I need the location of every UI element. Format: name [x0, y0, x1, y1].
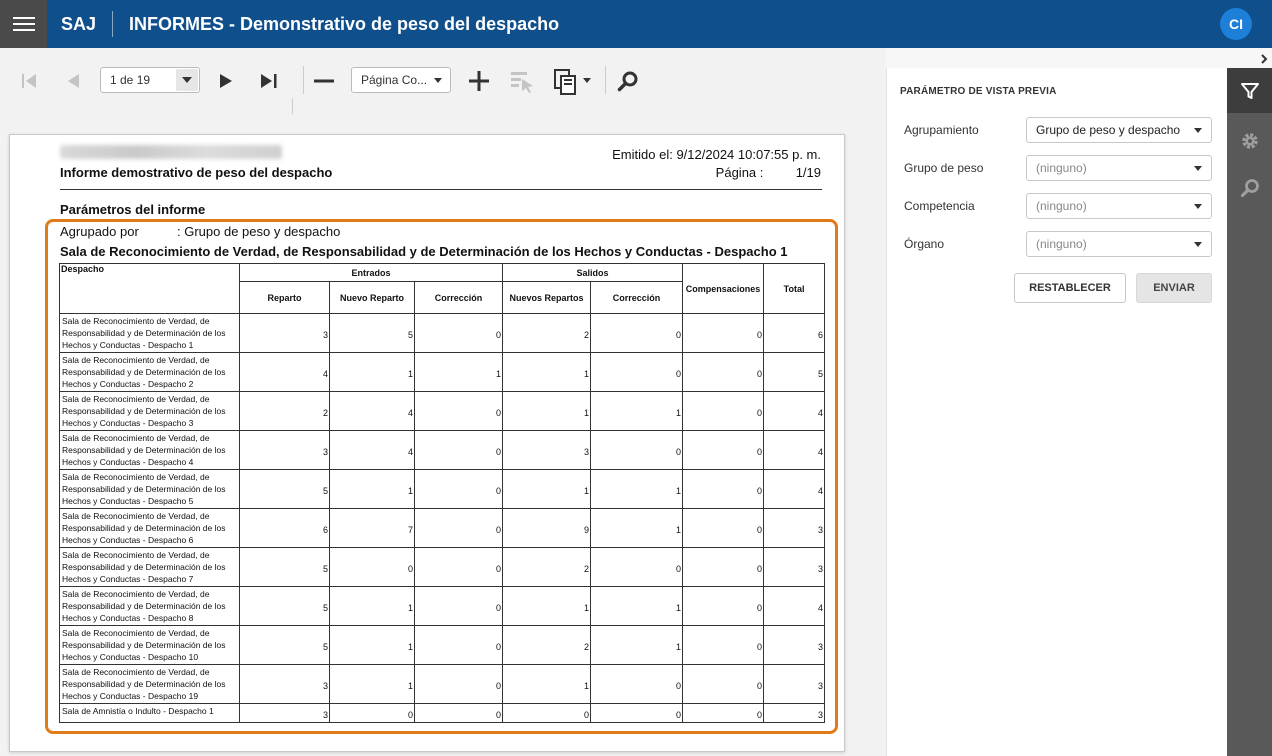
cell-nuevos-repartos: 1: [503, 470, 591, 509]
table-row: [60, 509, 825, 548]
cell-despacho: Sala de Reconocimiento de Verdad, de Responsabilidad y de Determinación de los Hechos y Conductas - Despacho 10: [60, 626, 240, 665]
cell-total: 6: [764, 314, 825, 353]
cell-total: 3: [764, 548, 825, 587]
cell-compensaciones: 0: [683, 314, 764, 353]
cell-compensaciones: 0: [683, 470, 764, 509]
cell-despacho: Sala de Reconocimiento de Verdad, de Responsabilidad y de Determinación de los Hechos y Conductas - Despacho 6: [60, 509, 240, 548]
cell-nuevo-reparto: 1: [330, 665, 415, 704]
table-row: [60, 431, 825, 470]
cell-nuevos-repartos: 1: [503, 587, 591, 626]
cell-total: 3: [764, 704, 825, 723]
cell-nuevos-repartos: 3: [503, 431, 591, 470]
cell-compensaciones: 0: [683, 431, 764, 470]
cell-reparto: 6: [240, 509, 330, 548]
table-row: [60, 314, 825, 353]
highlight-editing-icon[interactable]: [508, 68, 536, 94]
cell-correccion-e: 0: [415, 509, 503, 548]
params-title: Parámetros del informe: [60, 202, 206, 217]
cell-correccion-e: 0: [415, 665, 503, 704]
next-page-icon[interactable]: [215, 70, 237, 92]
cell-correccion-e: 0: [415, 626, 503, 665]
cell-reparto: 3: [240, 314, 330, 353]
report-title: Informe demostrativo de peso del despacho: [60, 165, 333, 180]
cell-despacho: Sala de Reconocimiento de Verdad, de Responsabilidad y de Determinación de los Hechos y Conductas - Despacho 2: [60, 353, 240, 392]
zoom-selector-value: Página Co...: [361, 73, 428, 87]
chevron-down-icon: [1194, 166, 1202, 171]
cell-correccion-e: 0: [415, 314, 503, 353]
cell-reparto: 5: [240, 470, 330, 509]
cell-nuevo-reparto: 1: [330, 353, 415, 392]
blurred-text: [60, 145, 282, 159]
cell-total: 3: [764, 626, 825, 665]
cell-correccion-e: 0: [415, 392, 503, 431]
cell-nuevo-reparto: 0: [330, 548, 415, 587]
page-title: INFORMES - Demonstrativo de peso del despacho: [129, 13, 560, 34]
page-selector[interactable]: [100, 67, 200, 93]
cell-correccion-e: 1: [415, 353, 503, 392]
chevron-down-icon: [434, 78, 442, 83]
reset-button[interactable]: RESTABLECER: [1014, 273, 1126, 303]
emitted-date: Emitido el: 9/12/2024 10:07:55 p. m.: [612, 147, 821, 162]
header-divider: [60, 189, 822, 190]
cell-correccion-s: 0: [591, 353, 683, 392]
first-page-icon[interactable]: [18, 70, 40, 92]
cell-correccion-s: 0: [591, 548, 683, 587]
zoom-out-icon[interactable]: [312, 70, 336, 92]
cell-compensaciones: 0: [683, 548, 764, 587]
last-page-icon[interactable]: [257, 70, 281, 92]
chevron-down-icon: [1194, 204, 1202, 209]
cell-nuevo-reparto: 0: [330, 704, 415, 723]
page-info-label: Página :: [715, 165, 764, 180]
param-select-grupo-de-peso[interactable]: [1026, 155, 1212, 181]
param-select-organo[interactable]: [1026, 231, 1212, 257]
grouped-by-value: : Grupo de peso y despacho: [177, 224, 341, 239]
table-row: [60, 704, 825, 723]
cell-nuevo-reparto: 1: [330, 626, 415, 665]
side-rail: [1227, 68, 1272, 756]
cell-correccion-s: 1: [591, 626, 683, 665]
prev-page-icon[interactable]: [62, 70, 84, 92]
cell-correccion-s: 1: [591, 587, 683, 626]
cell-correccion-s: 1: [591, 470, 683, 509]
table-row: [60, 626, 825, 665]
cell-correccion-s: 0: [591, 431, 683, 470]
cell-correccion-s: 1: [591, 509, 683, 548]
cell-total: 4: [764, 587, 825, 626]
param-label-competencia: Competencia: [904, 199, 975, 213]
cell-total: 5: [764, 353, 825, 392]
cell-despacho: Sala de Reconocimiento de Verdad, de Responsabilidad y de Determinación de los Hechos y Conductas - Despacho 3: [60, 392, 240, 431]
col-header-salidos: Salidos: [503, 264, 683, 282]
viewer-toolbar: [0, 48, 886, 114]
cell-correccion-e: 0: [415, 587, 503, 626]
toolbar-divider: [303, 66, 304, 94]
cell-reparto: 3: [240, 704, 330, 723]
cell-nuevo-reparto: 4: [330, 431, 415, 470]
cell-reparto: 3: [240, 665, 330, 704]
cell-nuevos-repartos: 1: [503, 665, 591, 704]
col-header-total: Total: [764, 264, 825, 314]
cell-nuevos-repartos: 2: [503, 626, 591, 665]
cell-nuevo-reparto: 7: [330, 509, 415, 548]
cell-total: 4: [764, 470, 825, 509]
gear-icon[interactable]: [1227, 118, 1272, 163]
table-row: [60, 392, 825, 431]
cell-nuevo-reparto: 1: [330, 470, 415, 509]
cell-correccion-e: 0: [415, 548, 503, 587]
cell-despacho: Sala de Amnistía o Indulto - Despacho 1: [60, 704, 240, 723]
report-table: [59, 263, 825, 723]
param-select-value: Grupo de peso y despacho: [1036, 123, 1181, 137]
grouped-by-label: Agrupado por: [60, 224, 139, 239]
cell-correccion-e: 0: [415, 431, 503, 470]
filter-icon[interactable]: [1227, 68, 1272, 113]
cell-reparto: 5: [240, 548, 330, 587]
param-select-competencia[interactable]: [1026, 193, 1212, 219]
cell-despacho: Sala de Reconocimiento de Verdad, de Responsabilidad y de Determinación de los Hechos y Conductas - Despacho 7: [60, 548, 240, 587]
cell-nuevos-repartos: 1: [503, 353, 591, 392]
cell-despacho: Sala de Reconocimiento de Verdad, de Responsabilidad y de Determinación de los Hechos y Conductas - Despacho 1: [60, 314, 240, 353]
cell-reparto: 5: [240, 626, 330, 665]
section-title: Sala de Reconocimiento de Verdad, de Responsabilidad y de Determinación de los Hechos y Conductas - Despacho 1: [60, 244, 788, 259]
panel-heading: PARÁMETRO DE VISTA PREVIA: [900, 86, 1057, 97]
cell-nuevos-repartos: 0: [503, 704, 591, 723]
cell-compensaciones: 0: [683, 353, 764, 392]
cell-compensaciones: 0: [683, 626, 764, 665]
cell-total: 4: [764, 392, 825, 431]
param-label-agrupamiento: Agrupamiento: [904, 123, 979, 137]
param-select-agrupamiento[interactable]: [1026, 117, 1212, 143]
cell-nuevo-reparto: 1: [330, 587, 415, 626]
search-panel-icon[interactable]: [1227, 165, 1272, 210]
search-icon[interactable]: [616, 69, 640, 93]
cell-despacho: Sala de Reconocimiento de Verdad, de Responsabilidad y de Determinación de los Hechos y Conductas - Despacho 8: [60, 587, 240, 626]
cell-correccion-s: 0: [591, 704, 683, 723]
cell-nuevo-reparto: 5: [330, 314, 415, 353]
collapse-panel-icon[interactable]: [1258, 52, 1270, 64]
col-header-correccion-salidos: Corrección: [591, 282, 683, 314]
cell-reparto: 4: [240, 353, 330, 392]
parameters-form: [886, 68, 1227, 756]
cell-compensaciones: 0: [683, 587, 764, 626]
cell-despacho: Sala de Reconocimiento de Verdad, de Responsabilidad y de Determinación de los Hechos y Conductas - Despacho 4: [60, 431, 240, 470]
brand-logo[interactable]: SAJ: [61, 11, 113, 37]
table-row: [60, 548, 825, 587]
page-info-value: 1/19: [795, 165, 821, 180]
cell-compensaciones: 0: [683, 704, 764, 723]
menu-icon[interactable]: [0, 0, 47, 48]
cell-correccion-s: 0: [591, 314, 683, 353]
chevron-down-icon[interactable]: [176, 69, 198, 91]
table-row: [60, 470, 825, 509]
cell-despacho: Sala de Reconocimiento de Verdad, de Responsabilidad y de Determinación de los Hechos y Conductas - Despacho 5: [60, 470, 240, 509]
cell-nuevos-repartos: 2: [503, 548, 591, 587]
table-row: [60, 665, 825, 704]
cell-compensaciones: 0: [683, 392, 764, 431]
cell-correccion-e: 0: [415, 704, 503, 723]
report-page: [9, 134, 845, 752]
col-header-entrados: Entrados: [240, 264, 503, 282]
cell-compensaciones: 0: [683, 509, 764, 548]
chevron-down-icon: [1194, 128, 1202, 133]
cell-compensaciones: 0: [683, 665, 764, 704]
cell-nuevos-repartos: 2: [503, 314, 591, 353]
table-row: [60, 587, 825, 626]
cell-reparto: 3: [240, 431, 330, 470]
preview-parameters-panel: [886, 48, 1272, 756]
export-icon[interactable]: [552, 68, 594, 96]
cell-reparto: 5: [240, 587, 330, 626]
top-header: [0, 0, 1272, 48]
zoom-selector[interactable]: [351, 67, 451, 93]
col-header-correccion-entrados: Corrección: [415, 282, 503, 314]
grouped-by: [60, 224, 340, 239]
zoom-in-icon[interactable]: [467, 69, 491, 93]
cell-total: 3: [764, 665, 825, 704]
cell-total: 3: [764, 509, 825, 548]
param-select-value: (ninguno): [1036, 199, 1087, 213]
chevron-down-icon: [1194, 242, 1202, 247]
document-viewer[interactable]: [0, 114, 886, 756]
col-header-reparto: Reparto: [240, 282, 330, 314]
page-info: [716, 165, 821, 180]
col-header-nuevos-repartos: Nuevos Repartos: [503, 282, 591, 314]
param-select-value: (ninguno): [1036, 161, 1087, 175]
cell-nuevo-reparto: 4: [330, 392, 415, 431]
cell-correccion-e: 0: [415, 470, 503, 509]
col-header-despacho: Despacho: [60, 264, 240, 314]
col-header-nuevo-reparto: Nuevo Reparto: [330, 282, 415, 314]
param-label-grupo-de-peso: Grupo de peso: [904, 161, 984, 175]
send-button[interactable]: ENVIAR: [1136, 273, 1212, 303]
cell-correccion-s: 0: [591, 665, 683, 704]
page-selector-value: 1 de 19: [110, 73, 151, 87]
toolbar-divider: [605, 66, 606, 94]
cell-correccion-s: 1: [591, 392, 683, 431]
table-row: [60, 353, 825, 392]
cell-nuevos-repartos: 9: [503, 509, 591, 548]
param-select-value: (ninguno): [1036, 237, 1087, 251]
cell-total: 4: [764, 431, 825, 470]
cell-despacho: Sala de Reconocimiento de Verdad, de Responsabilidad y de Determinación de los Hechos y Conductas - Despacho 19: [60, 665, 240, 704]
param-label-organo: Órgano: [904, 237, 945, 251]
cell-reparto: 2: [240, 392, 330, 431]
cell-nuevos-repartos: 1: [503, 392, 591, 431]
col-header-compensaciones: Compensaciones: [683, 264, 764, 314]
avatar[interactable]: CI: [1220, 8, 1252, 40]
